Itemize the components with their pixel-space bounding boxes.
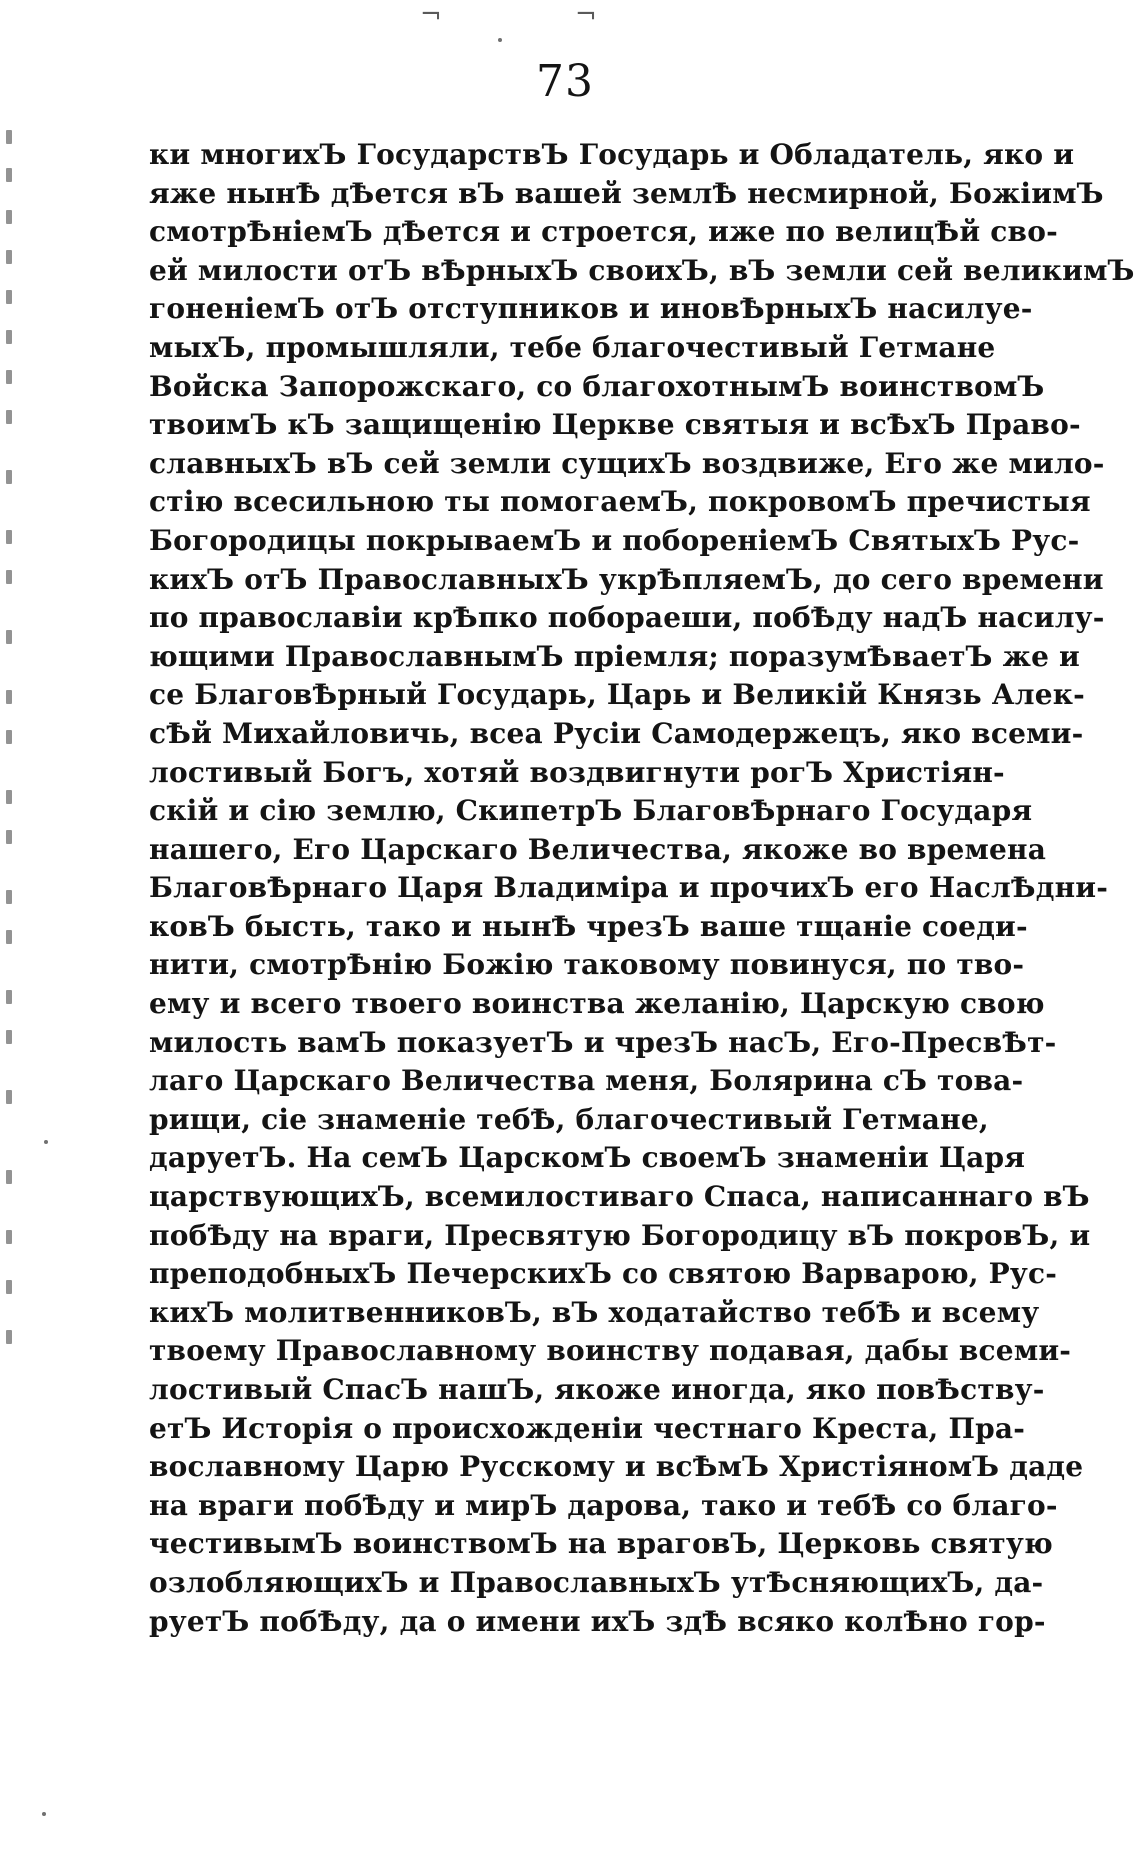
text-line: мыхЪ, промышляли, тебе благочестивый Гетмане	[149, 330, 996, 364]
bleed-mark	[6, 130, 12, 144]
bleed-mark	[6, 530, 12, 544]
bleed-mark	[6, 168, 12, 182]
text-line: рищи, сіе знаменіе тебѢ, благочестивый Гетмане,	[149, 1102, 989, 1136]
bleed-mark	[6, 1170, 12, 1184]
text-line: милость вамЪ показуетЪ и чрезЪ насЪ, Его-ПресвѢт-	[149, 1025, 1057, 1059]
bleed-mark	[6, 990, 12, 1004]
text-line: ковЪ бысть, тако и нынѢ чрезЪ ваше тщаніе соеди-	[149, 909, 1028, 943]
text-line: нашего, Его Царскаго Величества, якоже во времена	[149, 832, 1047, 866]
text-line: лаго Царскаго Величества меня, Болярина сЪ това-	[149, 1064, 1024, 1098]
bleed-mark	[6, 1090, 12, 1104]
text-line: даруетЪ. На семЪ ЦарскомЪ своемЪ знаменіи Царя	[149, 1141, 1026, 1175]
bleed-mark	[6, 830, 12, 844]
bleed-mark	[6, 290, 12, 304]
text-line: сѢй Михайловичь, всеа Русіи Самодержецъ, яко всеми-	[149, 716, 1084, 750]
bleed-mark	[6, 930, 12, 944]
bleed-mark	[6, 470, 12, 484]
bleed-mark	[6, 1280, 12, 1294]
text-line: преподобныхЪ ПечерскихЪ со святою Варварою, Рус-	[149, 1257, 1058, 1291]
text-line: славныхЪ вЪ сей земли сущихЪ воздвиже, Его же мило-	[149, 446, 1105, 480]
text-line: БлаговѢрнаго Царя Владиміра и прочихЪ его НаслѢдни-	[149, 871, 1109, 905]
bleed-mark	[6, 250, 12, 264]
text-line: ки многихЪ ГосударствЪ Государь и Обладатель, яко и	[149, 138, 1075, 171]
text-line: твоимЪ кЪ защищенію Церкве святыя и всѢхЪ Право-	[149, 408, 1081, 442]
text-line: побѢду на враги, Пресвятую Богородицу вЪ покровЪ, и	[149, 1218, 1091, 1252]
scan-speck	[44, 1140, 48, 1144]
bleed-mark	[6, 790, 12, 804]
text-line: царствующихЪ, всемилостиваго Спаса, написаннаго вЪ	[149, 1180, 1090, 1214]
scan-speck	[498, 38, 502, 42]
bleed-mark	[6, 690, 12, 704]
text-line: ей милости отЪ вѢрныхЪ своихЪ, вЪ земли сей великимЪ	[149, 253, 1135, 287]
text-line: руетЪ побѢду, да о имени ихЪ здѢ всяко колѢно гор-	[149, 1604, 1046, 1638]
text-line: Богородицы покрываемЪ и побореніемЪ СвятыхЪ Рус-	[149, 523, 1080, 557]
text-line: озлобляющихЪ и ПравославныхЪ утѢсняющихЪ, да-	[149, 1565, 1044, 1599]
body-text	[149, 136, 1135, 1641]
text-line: кихЪ отЪ ПравославныхЪ укрѢпляемЪ, до сего времени	[149, 562, 1104, 596]
bleed-mark	[6, 570, 12, 584]
text-line: нити, смотрѢнію Божію таковому повинуся, по тво-	[149, 948, 1025, 982]
top-mark: ¬	[575, 0, 597, 30]
text-line: ющими ПравославнымЪ пріемля; поразумѢваетЪ же и	[149, 639, 1081, 673]
text-line: скій и сію землю, СкипетрЪ БлаговѢрнаго Государя	[149, 794, 1033, 828]
bleed-mark	[6, 330, 12, 344]
text-line: честивымЪ воинствомЪ на враговЪ, Церковь святую	[149, 1527, 1053, 1561]
text-line: твоему Православному воинству подавая, дабы всеми-	[149, 1334, 1072, 1368]
bleed-mark	[6, 1230, 12, 1244]
text-line: лостивый СпасЪ нашЪ, якоже иногда, яко повѢству-	[149, 1373, 1045, 1406]
left-margin-bleed	[0, 130, 40, 1730]
text-line: стію всесильною ты помогаемЪ, покровомЪ пречистыя	[149, 485, 1091, 519]
text-line: ему и всего твоего воинства желанію, Царскую свою	[149, 987, 1045, 1021]
page-number: 73	[536, 56, 594, 107]
text-line: се БлаговѢрный Государь, Царь и Великій Князь Алек-	[149, 678, 1085, 712]
bleed-mark	[6, 730, 12, 744]
bleed-mark	[6, 630, 12, 644]
top-mark: ¬	[420, 0, 442, 30]
text-line: по православіи крѢпко побораеши, побѢду надЪ насилу-	[149, 601, 1105, 635]
text-line: Войска Запорожскаго, со благохотнымЪ воинствомЪ	[149, 369, 1045, 403]
bleed-mark	[6, 890, 12, 904]
scan-speck	[42, 1812, 46, 1816]
text-line: кихЪ молитвенниковЪ, вЪ ходатайство тебѢ и всему	[149, 1295, 1040, 1329]
text-line: гоненіемЪ отЪ отступников и иновѢрныхЪ насилуе-	[149, 292, 1033, 326]
bleed-mark	[6, 210, 12, 224]
bleed-mark	[6, 370, 12, 384]
text-line: етЪ Исторія о происхожденіи честнаго Креста, Пра-	[149, 1411, 1026, 1445]
text-line: лостивый Богъ, хотяй воздвигнути рогЪ Христіян-	[149, 755, 1005, 789]
bleed-mark	[6, 1330, 12, 1344]
bleed-mark	[6, 1030, 12, 1044]
text-line: яже нынѢ дѢется вЪ вашей землѢ несмирной, БожіимЪ	[149, 176, 1104, 210]
text-line: смотрѢніемЪ дѢется и строется, иже по велицѢй сво-	[149, 215, 1058, 249]
text-line: на враги побѢду и мирЪ дарова, тако и тебѢ со благо-	[149, 1488, 1058, 1522]
text-line: вославному Царю Русскому и всѢмЪ ХристіяномЪ даде	[149, 1450, 1084, 1484]
bleed-mark	[6, 410, 12, 424]
